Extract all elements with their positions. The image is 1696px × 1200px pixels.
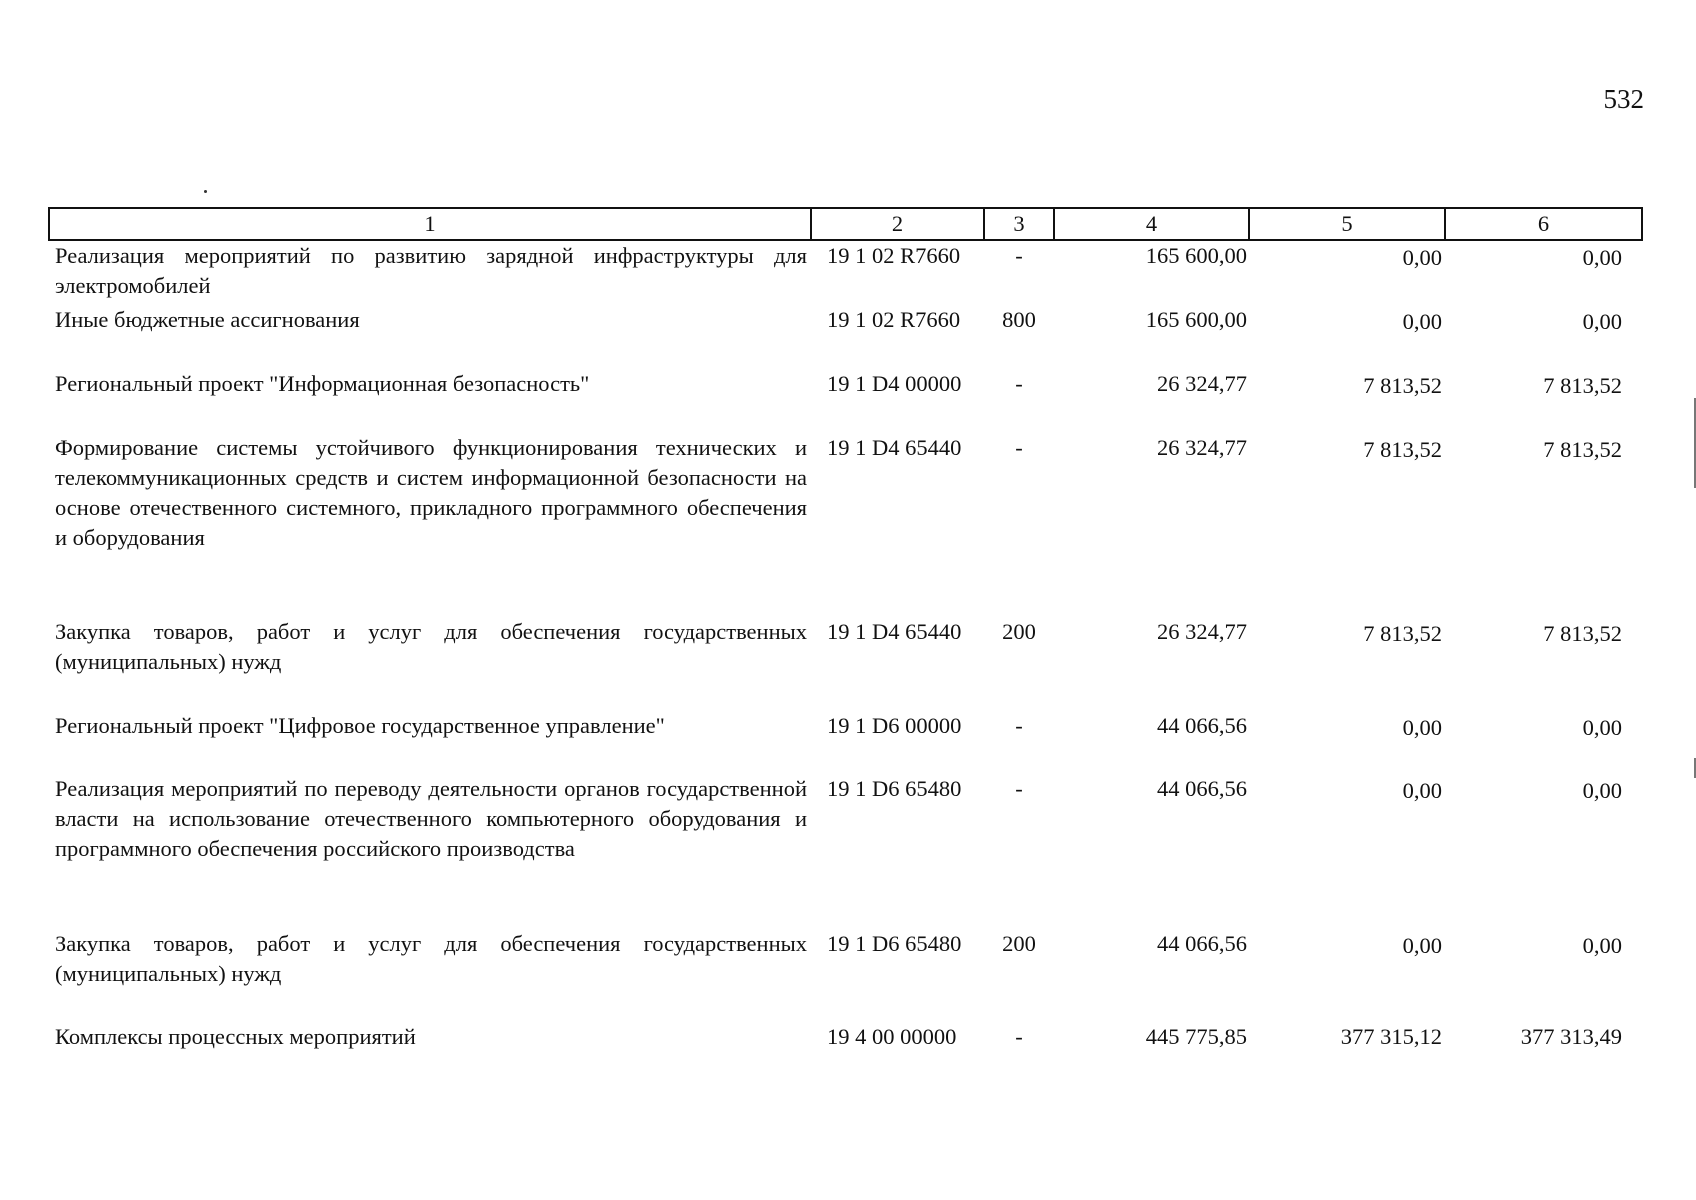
row-type: -	[1015, 1024, 1023, 1049]
row-type: -	[1015, 713, 1023, 738]
page-number: 532	[1603, 84, 1644, 114]
row-value-4: 26 324,77	[1157, 435, 1247, 460]
row-value-5: 0,00	[1402, 715, 1442, 740]
row-type: -	[1015, 435, 1023, 460]
row-value-5: 0,00	[1402, 309, 1442, 334]
row-value-6: 0,00	[1582, 778, 1622, 803]
row-value-6: 7 813,52	[1543, 437, 1622, 462]
row-value-6: 0,00	[1582, 933, 1622, 958]
row-code: 19 1 D4 65440	[827, 435, 962, 460]
table-row	[49, 929, 1642, 1022]
table-header	[49, 208, 1642, 240]
row-value-4: 26 324,77	[1157, 371, 1247, 396]
header-row	[49, 208, 1642, 240]
row-value-5: 0,00	[1402, 245, 1442, 270]
row-value-4: 44 066,56	[1157, 776, 1247, 801]
table-row	[49, 617, 1642, 711]
row-name: Закупка товаров, работ и услуг для обеспечения государственных (муниципальных) нужд	[55, 619, 807, 674]
row-name: Комплексы процессных мероприятий	[55, 1024, 416, 1049]
row-value-4: 445 775,85	[1145, 1024, 1247, 1049]
row-value-5: 7 813,52	[1363, 621, 1442, 646]
column-header: 6	[1445, 208, 1642, 240]
row-value-4: 165 600,00	[1145, 307, 1247, 332]
column-header: 3	[984, 208, 1054, 240]
row-value-5: 377 315,12	[1340, 1024, 1442, 1049]
row-code: 19 1 D6 00000	[827, 713, 962, 738]
table-row	[49, 711, 1642, 774]
row-code: 19 1 02 R7660	[827, 243, 961, 268]
budget-table	[48, 207, 1643, 1062]
row-code: 19 1 02 R7660	[827, 307, 961, 332]
row-code: 19 1 D4 00000	[827, 371, 962, 396]
column-header: 5	[1249, 208, 1445, 240]
column-header: 1	[49, 208, 811, 240]
row-type: -	[1015, 776, 1023, 801]
table-body	[49, 240, 1642, 1062]
row-value-6: 0,00	[1582, 715, 1622, 740]
row-value-5: 0,00	[1402, 778, 1442, 803]
row-value-6: 377 313,49	[1520, 1024, 1622, 1049]
row-type: -	[1015, 371, 1023, 396]
row-value-6: 7 813,52	[1543, 373, 1622, 398]
row-type: 800	[1002, 307, 1036, 332]
row-value-5: 7 813,52	[1363, 437, 1442, 462]
row-name: Региональный проект "Цифровое государственное управление"	[55, 713, 665, 738]
row-value-6: 0,00	[1582, 245, 1622, 270]
row-value-4: 44 066,56	[1157, 931, 1247, 956]
row-value-6: 0,00	[1582, 309, 1622, 334]
row-value-4: 26 324,77	[1157, 619, 1247, 644]
row-value-5: 7 813,52	[1363, 373, 1442, 398]
row-type: -	[1015, 243, 1023, 268]
table-row	[49, 369, 1642, 433]
row-value-5: 0,00	[1402, 933, 1442, 958]
row-value-4: 165 600,00	[1145, 243, 1247, 268]
table-row	[49, 774, 1642, 929]
row-name: Реализация мероприятий по переводу деятельности органов государственной власти на использование отечественного компьютерного оборудования и программного обеспечения российского производства	[55, 776, 807, 861]
table-row	[49, 305, 1642, 369]
row-name: Региональный проект "Информационная безопасность"	[55, 371, 590, 396]
row-code: 19 1 D6 65480	[827, 931, 962, 956]
scan-speck	[204, 190, 207, 193]
row-type: 200	[1002, 931, 1036, 956]
column-header: 4	[1054, 208, 1249, 240]
row-name: Иные бюджетные ассигнования	[55, 307, 360, 332]
row-name: Закупка товаров, работ и услуг для обеспечения государственных (муниципальных) нужд	[55, 931, 807, 986]
table-row	[49, 433, 1642, 617]
row-name: Формирование системы устойчивого функционирования технических и телекоммуникационных средств и систем информационной безопасности на основе отечественного системного, прикладного программного обеспечения и оборудования	[55, 435, 807, 550]
row-value-6: 7 813,52	[1543, 621, 1622, 646]
row-value-4: 44 066,56	[1157, 713, 1247, 738]
column-header: 2	[811, 208, 984, 240]
table-row	[49, 240, 1642, 305]
row-code: 19 4 00 00000	[827, 1024, 957, 1049]
table-row	[49, 1022, 1642, 1062]
row-code: 19 1 D6 65480	[827, 776, 962, 801]
row-name: Реализация мероприятий по развитию зарядной инфраструктуры для электромобилей	[55, 243, 807, 298]
row-type: 200	[1002, 619, 1036, 644]
row-code: 19 1 D4 65440	[827, 619, 962, 644]
